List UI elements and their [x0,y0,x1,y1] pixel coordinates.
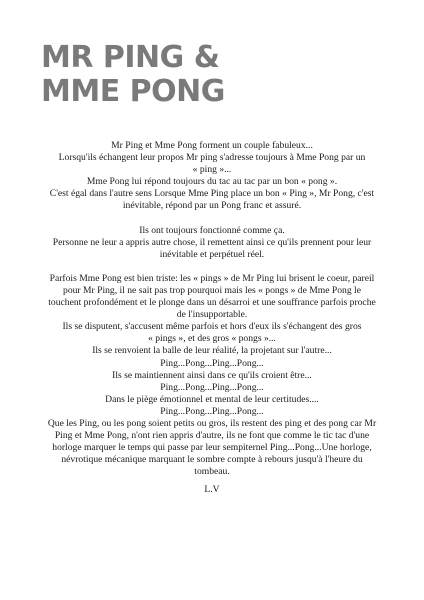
text-line: Ils se renvoient la balle de leur réalité, la projetant sur l'autre... [92,345,332,357]
text-line: Ils se maintiennent ainsi dans ce qu'ils croient être... [112,369,312,381]
text-line: Mr Ping et Mme Pong forment un couple fabuleux... [111,140,313,151]
text-line: Dans le piège émotionnel et mental de leur certitudes.... [105,393,319,405]
text-line: Ils se disputent, s'accusent même parfois et hors d'eux ils s'échangent des gros [62,321,362,333]
text-line: Parfois Mme Pong est bien triste: les « pings » de Mr Ping lui brisent le coeur, pareil [49,272,375,284]
text-line: Que les Ping, ou les pong soient petits ou gros, ils restent des ping et des pong car Mr [47,417,377,429]
text-line: de l'insupportable. [176,309,248,321]
text-line: Mme Pong lui répond toujours du tac au tac par un bon « pong ». [86,176,338,188]
paragraph-gap [25,261,399,273]
text-line: Personne ne leur a appris autre chose, il remettent ainsi ce qu'ils prennent pour leur [52,236,372,248]
text-line: névrotique mécanique marquant le sombre compte à rebours jusqu'à l'heure du [61,454,363,466]
title-line-1: MR PING & [41,40,220,75]
text-line: inévitable, répond par un Pong franc et assuré. [122,200,302,212]
text-line: pour Mr Ping, il ne sait pas trop pourquoi mais les « pongs » de Mme Pong le [63,284,361,296]
paragraph-gap [25,213,399,225]
text-line: Ping...Pong...Ping...Pong... [160,381,264,393]
text-line: Ping...Pong...Ping...Pong... [160,405,264,417]
document-title [41,41,225,109]
text-line: C'est égal dans l'autre sens Lorsque Mme Ping place un bon « Ping », Mr Pong, c'est [49,188,375,200]
text-line: horloge marquer le temps qui passe par leur sempiternel Ping...Pong...Une horloge, [52,442,372,454]
text-line: Lorsqu'ils échangent leur propos Mr ping s'adresse toujours à Mme Pong par un [58,152,366,164]
text-line: inévitable et perpétuel réel. [159,248,265,260]
author-signature: L.V [204,484,220,495]
paragraph-3 [25,273,399,479]
paragraph-2 [25,225,399,261]
text-line: « ping »... [192,164,232,176]
paragraph-1 [25,140,399,213]
text-line: tombeau. [194,466,230,478]
text-line: Ping...Pong...Ping...Pong... [160,357,264,369]
text-line: « pings », et des gros « pongs »... [148,333,276,345]
text-line: touchent profondément et le plonge dans un désarroi et une souffrance parfois proche [48,297,376,309]
text-line: Ils ont toujours fonctionné comme ça. [139,224,285,236]
text-line: Ping et Mme Pong, n'ont rien appris d'autre, ils ne font que comme le tic tac d'une [54,430,370,442]
body-text [25,140,399,478]
title-line-2: MME PONG [41,74,225,109]
